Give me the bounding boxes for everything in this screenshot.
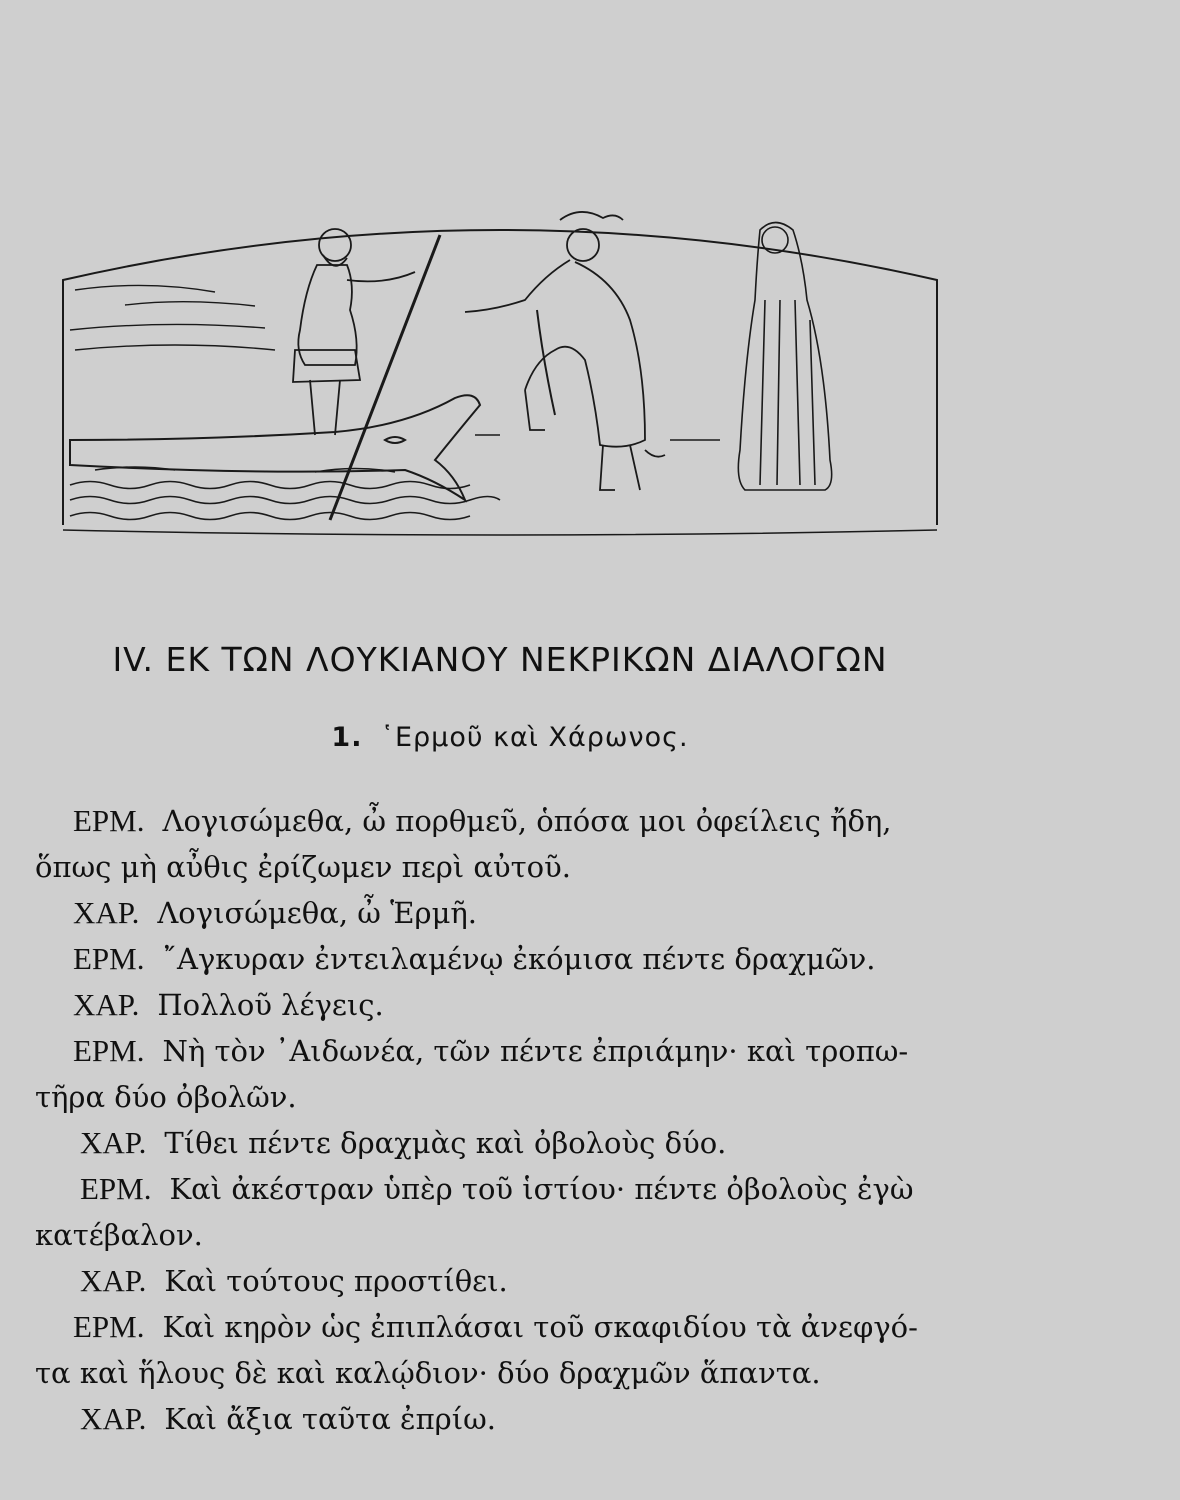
line-text: Λογισώμεθα, ὦ Ἑρμῆ. [157,896,478,930]
chapter-title: IV. ΕΚ ΤΩΝ ΛΟΥΚΙΑΝΟΥ ΝΕΚΡΙΚΩΝ ΔΙΑΛΟΓΩΝ [112,640,888,679]
horizon-lines [475,435,720,440]
dialogue-line [35,1396,975,1442]
dialogue-line [35,798,975,844]
line-text: Νὴ τὸν ᾿Αιδωνέα, τῶν πέντε ἐπριάμην· καὶ τροπω- [162,1034,909,1068]
section-title [0,722,1020,753]
dialogue-line [35,890,975,936]
speaker-label: ΕΡΜ. [73,1309,145,1344]
dialogue-line [35,936,975,982]
speaker-label: ΕΡΜ. [73,803,145,838]
line-text: Καὶ ἀκέστραν ὑπὲρ τοῦ ἱστίου· πέντε ὀβολοὺς ἐγὼ [169,1172,914,1206]
dialogue-line-continuation: ὅπως μὴ αὖθις ἐρίζωμεν περὶ αὐτοῦ. [35,850,571,884]
frame-arch [63,230,937,525]
speaker-label: ΧΑΡ. [80,1263,147,1298]
line-text: Καὶ τούτους προστίθει. [164,1264,508,1298]
speaker-label: ΕΡΜ. [73,1033,145,1068]
charon-figure [293,229,415,435]
speaker-label: ΧΑΡ. [80,1401,147,1436]
dialogue-line-continuation: τῆρα δύο ὀβολῶν. [35,1080,297,1114]
speaker-label: ΕΡΜ. [73,941,145,976]
boat [70,395,480,500]
hermes-figure [465,212,665,490]
dialogue-text [35,798,975,1442]
sky-lines [70,285,275,350]
dialogue-line [35,982,975,1028]
dialogue-line [35,1028,975,1074]
frame-base [63,530,937,535]
shade-figure [738,223,831,491]
charon-hermes-illustration [55,200,945,540]
line-text: Καὶ κηρὸν ὡς ἐπιπλάσαι τοῦ σκαφιδίου τὰ ἀνεφγό- [162,1310,918,1344]
water-waves [70,467,500,520]
dialogue-line-continuation: κατέβαλον. [35,1218,203,1252]
line-text: Καὶ ἄξια ταῦτα ἐπρίω. [164,1402,496,1436]
dialogue-line [35,1258,975,1304]
section-heading: ῾Ερμοῦ καὶ Χάρωνος. [380,722,689,753]
line-text: Λογισώμεθα, ὦ πορθμεῦ, ὁπόσα μοι ὀφείλεις ἤδη, [162,804,892,838]
boat-eye [385,437,405,443]
dialogue-line [35,1304,975,1350]
line-text: Πολλοῦ λέγεις. [157,988,384,1022]
speaker-label: ΧΑΡ. [80,1125,147,1160]
section-number: 1. [331,722,363,753]
speaker-label: ΕΡΜ. [80,1171,152,1206]
dialogue-line-continuation: τα καὶ ἥλους δὲ καὶ καλῴδιον· δύο δραχμῶν ἅπαντα. [35,1356,821,1390]
speaker-label: ΧΑΡ. [73,987,140,1022]
line-text: Τίθει πέντε δραχμὰς καὶ ὀβολοὺς δύο. [164,1126,727,1160]
dialogue-line [35,1166,975,1212]
line-text: ῎Αγκυραν ἐντειλαμένῳ ἐκόμισα πέντε δραχμῶν. [162,942,876,976]
dialogue-line [35,1120,975,1166]
speaker-label: ΧΑΡ. [73,895,140,930]
